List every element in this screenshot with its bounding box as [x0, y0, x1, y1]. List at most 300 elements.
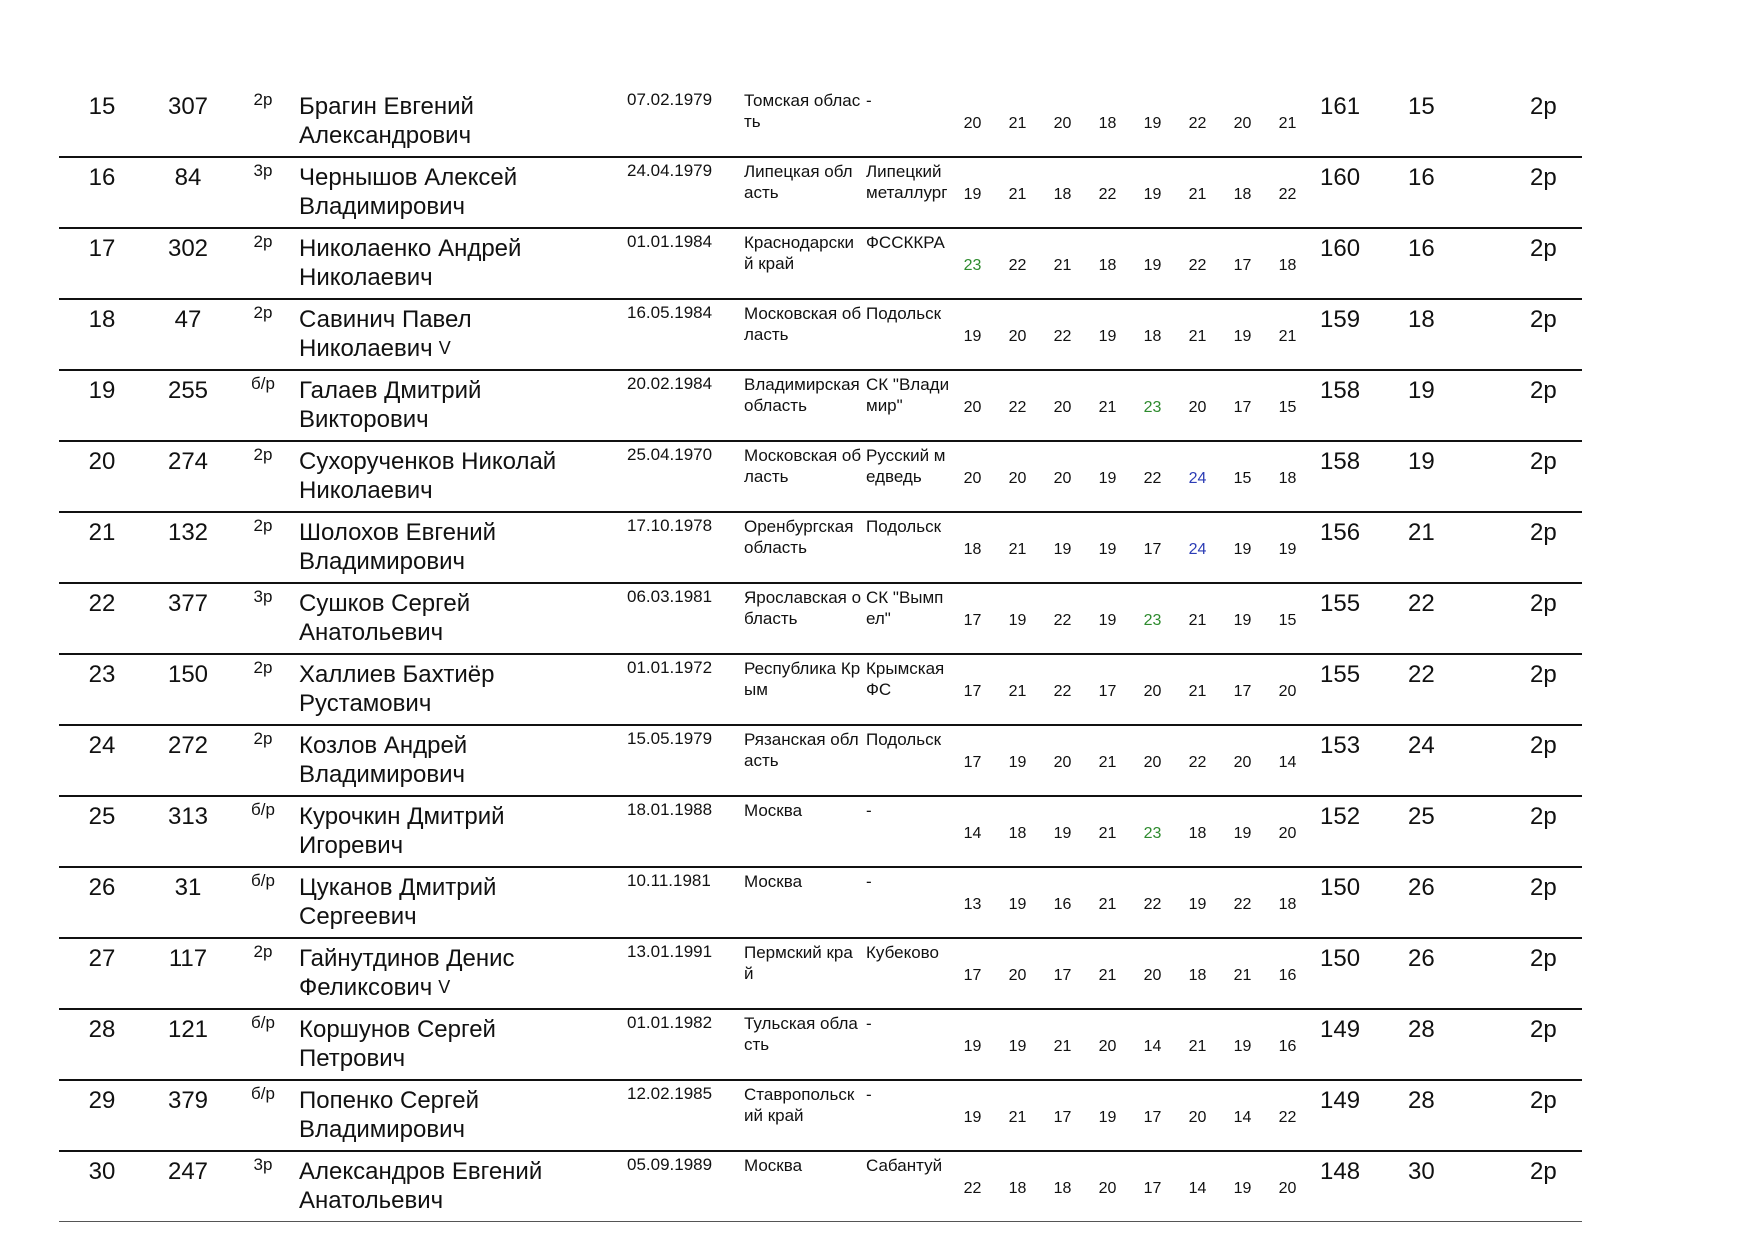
rank-cell: 2р	[231, 299, 295, 370]
athlete-patronymic-line	[299, 760, 623, 789]
athlete-patronymic-line	[299, 547, 623, 576]
bib-number-cell: 121	[145, 1009, 231, 1080]
score-cell: 17	[1085, 654, 1130, 725]
athlete-patronymic: Николаевич	[299, 264, 433, 291]
birth-date-cell: 25.04.1970	[623, 441, 740, 512]
score-cell: 19	[1220, 299, 1265, 370]
table-row	[59, 1009, 1582, 1080]
score-cell: 20	[995, 441, 1040, 512]
score-cell: 19	[1220, 512, 1265, 583]
score-cell: 22	[1175, 228, 1220, 299]
athlete-patronymic: Сергеевич	[299, 903, 417, 930]
club-cell: -	[862, 867, 950, 938]
score-cell: 21	[1175, 583, 1220, 654]
athlete-name-cell	[295, 583, 623, 654]
score-cell: 17	[1130, 1151, 1175, 1222]
score-cell: 15	[1220, 441, 1265, 512]
score-cell: 20	[1130, 938, 1175, 1009]
table-row	[59, 1151, 1582, 1222]
rank-cell: 3р	[231, 583, 295, 654]
score-cell: 17	[1040, 1080, 1085, 1151]
birth-date-cell: 01.01.1984	[623, 228, 740, 299]
score-cell: 21	[1040, 228, 1085, 299]
score-cell: 18	[1040, 1151, 1085, 1222]
bib-number-cell: 307	[145, 87, 231, 157]
score-cell: 20	[1085, 1009, 1130, 1080]
score-cell: 19	[1130, 228, 1175, 299]
score-cell: 17	[1220, 228, 1265, 299]
score-cell: 19	[950, 1009, 995, 1080]
assigned-rank-cell: 2р	[1474, 228, 1582, 299]
score-cell: 20	[995, 938, 1040, 1009]
athlete-name-cell	[295, 228, 623, 299]
bib-number-cell: 117	[145, 938, 231, 1009]
score-cell: 22	[1085, 157, 1130, 228]
score-cell: 23	[950, 228, 995, 299]
final-place-cell: 26	[1384, 938, 1474, 1009]
final-place-cell: 22	[1384, 583, 1474, 654]
athlete-patronymic-line	[299, 192, 623, 221]
place-cell: 27	[59, 938, 145, 1009]
score-cell: 19	[1265, 512, 1310, 583]
club-cell: Крымская ФС	[862, 654, 950, 725]
score-cell: 23	[1130, 796, 1175, 867]
place-cell: 30	[59, 1151, 145, 1222]
score-cell: 20	[995, 299, 1040, 370]
place-cell: 19	[59, 370, 145, 441]
athlete-surname-line: Цуканов Дмитрий	[299, 874, 497, 901]
score-cell: 22	[1175, 725, 1220, 796]
final-place-cell: 28	[1384, 1009, 1474, 1080]
assigned-rank-cell: 2р	[1474, 796, 1582, 867]
birth-date-cell: 10.11.1981	[623, 867, 740, 938]
place-cell: 17	[59, 228, 145, 299]
score-cell: 19	[1220, 1009, 1265, 1080]
region-cell: Республика Крым	[740, 654, 862, 725]
rank-cell: 2р	[231, 87, 295, 157]
athlete-name-cell	[295, 370, 623, 441]
athlete-surname-line: Курочкин Дмитрий	[299, 803, 505, 830]
athlete-patronymic-line	[299, 476, 623, 505]
score-cell: 19	[950, 1080, 995, 1151]
score-cell: 22	[1040, 583, 1085, 654]
score-cell: 17	[1220, 370, 1265, 441]
table-row	[59, 441, 1582, 512]
score-cell: 20	[1175, 370, 1220, 441]
final-place-cell: 19	[1384, 441, 1474, 512]
region-cell: Москва	[740, 867, 862, 938]
score-cell: 20	[1085, 1151, 1130, 1222]
score-cell: 18	[995, 796, 1040, 867]
assigned-rank-cell: 2р	[1474, 654, 1582, 725]
score-cell: 18	[1265, 228, 1310, 299]
score-cell: 20	[1265, 796, 1310, 867]
table-row	[59, 938, 1582, 1009]
score-cell: 21	[1265, 87, 1310, 157]
table-row	[59, 228, 1582, 299]
birth-date-cell: 13.01.1991	[623, 938, 740, 1009]
athlete-surname-line: Халлиев Бахтиёр	[299, 661, 495, 688]
club-cell: ФССККРА	[862, 228, 950, 299]
club-cell: Липецкий металлург	[862, 157, 950, 228]
rank-cell: 3р	[231, 157, 295, 228]
rank-cell: 2р	[231, 654, 295, 725]
score-cell: 20	[1040, 441, 1085, 512]
score-cell: 19	[995, 725, 1040, 796]
score-cell: 19	[950, 299, 995, 370]
score-cell: 21	[995, 654, 1040, 725]
score-cell: 21	[1175, 157, 1220, 228]
bib-number-cell: 247	[145, 1151, 231, 1222]
score-cell: 19	[995, 583, 1040, 654]
athlete-patronymic: Александрович	[299, 122, 472, 149]
score-cell: 21	[1085, 867, 1130, 938]
rank-cell: б/р	[231, 1009, 295, 1080]
place-cell: 24	[59, 725, 145, 796]
table-row	[59, 725, 1582, 796]
athlete-name-cell	[295, 796, 623, 867]
table-row	[59, 796, 1582, 867]
place-cell: 15	[59, 87, 145, 157]
score-cell: 14	[1175, 1151, 1220, 1222]
score-cell: 19	[950, 157, 995, 228]
score-cell: 19	[1040, 512, 1085, 583]
region-cell: Московская область	[740, 299, 862, 370]
bib-number-cell: 274	[145, 441, 231, 512]
athlete-patronymic: Анатольевич	[299, 1187, 444, 1214]
score-cell: 22	[1265, 1080, 1310, 1151]
score-cell: 18	[1085, 87, 1130, 157]
score-cell: 16	[1265, 938, 1310, 1009]
score-cell: 19	[1220, 1151, 1265, 1222]
birth-date-cell: 17.10.1978	[623, 512, 740, 583]
bib-number-cell: 379	[145, 1080, 231, 1151]
table-row	[59, 370, 1582, 441]
score-cell: 20	[1130, 654, 1175, 725]
athlete-name-cell	[295, 157, 623, 228]
athlete-surname-line: Сухорученков Николай	[299, 448, 557, 475]
bib-number-cell: 272	[145, 725, 231, 796]
score-cell: 16	[1265, 1009, 1310, 1080]
region-cell: Рязанская область	[740, 725, 862, 796]
score-cell: 21	[995, 157, 1040, 228]
score-cell: 21	[1265, 299, 1310, 370]
rank-cell: 2р	[231, 441, 295, 512]
final-place-cell: 26	[1384, 867, 1474, 938]
athlete-patronymic: Владимирович	[299, 761, 466, 788]
total-cell: 155	[1310, 654, 1384, 725]
table-row	[59, 654, 1582, 725]
club-cell: -	[862, 1080, 950, 1151]
club-cell: -	[862, 796, 950, 867]
total-cell: 159	[1310, 299, 1384, 370]
final-place-cell: 16	[1384, 228, 1474, 299]
results-rows	[59, 87, 1582, 1222]
score-cell: 14	[1130, 1009, 1175, 1080]
club-cell: СК "Вымпел"	[862, 583, 950, 654]
score-cell: 18	[1040, 157, 1085, 228]
score-cell: 18	[1220, 157, 1265, 228]
birth-date-cell: 15.05.1979	[623, 725, 740, 796]
athlete-patronymic: Николаевич	[299, 335, 433, 362]
birth-date-cell: 20.02.1984	[623, 370, 740, 441]
table-row	[59, 1080, 1582, 1151]
score-cell: 18	[1085, 228, 1130, 299]
score-cell: 18	[1130, 299, 1175, 370]
score-cell: 22	[950, 1151, 995, 1222]
athlete-surname-line: Николаенко Андрей	[299, 235, 522, 262]
athlete-patronymic: Анатольевич	[299, 619, 444, 646]
score-cell: 22	[1130, 441, 1175, 512]
club-cell: Русский медведь	[862, 441, 950, 512]
club-cell: Подольск	[862, 725, 950, 796]
total-cell: 149	[1310, 1009, 1384, 1080]
athlete-patronymic: Рустамович	[299, 690, 432, 717]
score-cell: 19	[995, 867, 1040, 938]
score-cell: 23	[1130, 583, 1175, 654]
final-place-cell: 28	[1384, 1080, 1474, 1151]
club-cell: Сабантуй	[862, 1151, 950, 1222]
score-cell: 20	[950, 441, 995, 512]
bib-number-cell: 132	[145, 512, 231, 583]
place-cell: 16	[59, 157, 145, 228]
assigned-rank-cell: 2р	[1474, 370, 1582, 441]
assigned-rank-cell: 2р	[1474, 1009, 1582, 1080]
score-cell: 20	[1130, 725, 1175, 796]
athlete-surname-line: Брагин Евгений	[299, 93, 474, 120]
total-cell: 153	[1310, 725, 1384, 796]
table-row	[59, 583, 1582, 654]
bib-number-cell: 47	[145, 299, 231, 370]
score-cell: 19	[1220, 583, 1265, 654]
total-cell: 148	[1310, 1151, 1384, 1222]
score-cell: 18	[1175, 796, 1220, 867]
region-cell: Краснодарский край	[740, 228, 862, 299]
score-cell: 19	[1175, 867, 1220, 938]
athlete-name-cell	[295, 441, 623, 512]
score-cell: 20	[1265, 654, 1310, 725]
athlete-patronymic-line	[299, 902, 623, 931]
total-cell: 155	[1310, 583, 1384, 654]
score-cell: 24	[1175, 512, 1220, 583]
athlete-patronymic-line	[299, 1186, 623, 1215]
region-cell: Москва	[740, 1151, 862, 1222]
score-cell: 22	[1265, 157, 1310, 228]
athlete-name-cell	[295, 867, 623, 938]
total-cell: 150	[1310, 867, 1384, 938]
score-cell: 19	[995, 1009, 1040, 1080]
score-cell: 14	[950, 796, 995, 867]
athlete-name-cell	[295, 1009, 623, 1080]
score-cell: 18	[950, 512, 995, 583]
score-cell: 21	[1085, 370, 1130, 441]
athlete-patronymic: Николаевич	[299, 477, 433, 504]
total-cell: 156	[1310, 512, 1384, 583]
bib-number-cell: 377	[145, 583, 231, 654]
athlete-name-cell	[295, 654, 623, 725]
athlete-surname-line: Гайнутдинов Денис	[299, 945, 515, 972]
athlete-surname-line: Шолохов Евгений	[299, 519, 497, 546]
athlete-patronymic: Викторович	[299, 406, 429, 433]
athlete-surname-line: Попенко Сергей	[299, 1087, 479, 1114]
athlete-name-cell	[295, 725, 623, 796]
rank-cell: 2р	[231, 228, 295, 299]
total-cell: 160	[1310, 228, 1384, 299]
assigned-rank-cell: 2р	[1474, 938, 1582, 1009]
score-cell: 17	[1130, 512, 1175, 583]
table-row	[59, 512, 1582, 583]
rank-cell: б/р	[231, 1080, 295, 1151]
athlete-surname-line: Козлов Андрей	[299, 732, 468, 759]
rank-cell: 2р	[231, 725, 295, 796]
score-cell: 17	[950, 938, 995, 1009]
table-row	[59, 87, 1582, 157]
rank-cell: б/р	[231, 796, 295, 867]
birth-date-cell: 05.09.1989	[623, 1151, 740, 1222]
score-cell: 22	[995, 228, 1040, 299]
athlete-patronymic-line	[299, 334, 623, 363]
score-cell: 21	[1175, 299, 1220, 370]
athlete-surname-line: Александров Евгений	[299, 1158, 543, 1185]
assigned-rank-cell: 2р	[1474, 299, 1582, 370]
score-cell: 21	[1220, 938, 1265, 1009]
region-cell: Ярославская область	[740, 583, 862, 654]
bib-number-cell: 31	[145, 867, 231, 938]
athlete-patronymic: Владимирович	[299, 548, 466, 575]
score-cell: 21	[995, 87, 1040, 157]
score-cell: 20	[1220, 725, 1265, 796]
athlete-patronymic-line	[299, 263, 623, 292]
athlete-patronymic: Игоревич	[299, 832, 404, 859]
assigned-rank-cell: 2р	[1474, 441, 1582, 512]
final-place-cell: 25	[1384, 796, 1474, 867]
final-place-cell: 21	[1384, 512, 1474, 583]
total-cell: 160	[1310, 157, 1384, 228]
region-cell: Владимирская область	[740, 370, 862, 441]
total-cell: 150	[1310, 938, 1384, 1009]
place-cell: 28	[59, 1009, 145, 1080]
athlete-patronymic-line	[299, 1115, 623, 1144]
score-cell: 22	[1175, 87, 1220, 157]
check-mark: V	[438, 338, 451, 358]
club-cell: Подольск	[862, 512, 950, 583]
assigned-rank-cell: 2р	[1474, 867, 1582, 938]
score-cell: 18	[1265, 867, 1310, 938]
region-cell: Москва	[740, 796, 862, 867]
score-cell: 21	[1175, 1009, 1220, 1080]
place-cell: 29	[59, 1080, 145, 1151]
final-place-cell: 22	[1384, 654, 1474, 725]
rank-cell: 3р	[231, 1151, 295, 1222]
region-cell: Оренбургская область	[740, 512, 862, 583]
club-cell: Подольск	[862, 299, 950, 370]
athlete-patronymic: Владимирович	[299, 193, 466, 220]
place-cell: 20	[59, 441, 145, 512]
total-cell: 149	[1310, 1080, 1384, 1151]
birth-date-cell: 06.03.1981	[623, 583, 740, 654]
score-cell: 21	[1085, 796, 1130, 867]
score-cell: 20	[1220, 87, 1265, 157]
total-cell: 158	[1310, 370, 1384, 441]
score-cell: 22	[1220, 867, 1265, 938]
score-cell: 14	[1265, 725, 1310, 796]
table-row	[59, 299, 1582, 370]
score-cell: 17	[1220, 654, 1265, 725]
score-cell: 18	[1175, 938, 1220, 1009]
score-cell: 20	[1265, 1151, 1310, 1222]
athlete-name-cell	[295, 938, 623, 1009]
score-cell: 20	[950, 370, 995, 441]
bib-number-cell: 150	[145, 654, 231, 725]
birth-date-cell: 16.05.1984	[623, 299, 740, 370]
table-row	[59, 867, 1582, 938]
final-place-cell: 19	[1384, 370, 1474, 441]
final-place-cell: 30	[1384, 1151, 1474, 1222]
athlete-surname-line: Савинич Павел	[299, 306, 472, 333]
score-cell: 20	[950, 87, 995, 157]
score-cell: 18	[995, 1151, 1040, 1222]
score-cell: 22	[1040, 654, 1085, 725]
total-cell: 158	[1310, 441, 1384, 512]
club-cell: -	[862, 1009, 950, 1080]
score-cell: 18	[1265, 441, 1310, 512]
assigned-rank-cell: 2р	[1474, 1151, 1582, 1222]
athlete-surname-line: Коршунов Сергей	[299, 1016, 496, 1043]
athlete-patronymic-line	[299, 1044, 623, 1073]
score-cell: 16	[1040, 867, 1085, 938]
bib-number-cell: 313	[145, 796, 231, 867]
assigned-rank-cell: 2р	[1474, 87, 1582, 157]
athlete-name-cell	[295, 512, 623, 583]
athlete-name-cell	[295, 87, 623, 157]
birth-date-cell: 01.01.1982	[623, 1009, 740, 1080]
total-cell: 161	[1310, 87, 1384, 157]
region-cell: Липецкая область	[740, 157, 862, 228]
score-cell: 24	[1175, 441, 1220, 512]
score-cell: 20	[1040, 370, 1085, 441]
score-cell: 21	[1085, 725, 1130, 796]
score-cell: 19	[1085, 583, 1130, 654]
final-place-cell: 18	[1384, 299, 1474, 370]
score-cell: 21	[1040, 1009, 1085, 1080]
score-cell: 20	[1175, 1080, 1220, 1151]
athlete-patronymic-line	[299, 973, 623, 1002]
place-cell: 25	[59, 796, 145, 867]
athlete-patronymic-line	[299, 618, 623, 647]
score-cell: 23	[1130, 370, 1175, 441]
score-cell: 19	[1085, 1080, 1130, 1151]
final-place-cell: 24	[1384, 725, 1474, 796]
score-cell: 21	[995, 512, 1040, 583]
region-cell: Пермский край	[740, 938, 862, 1009]
assigned-rank-cell: 2р	[1474, 583, 1582, 654]
club-cell: Кубеково	[862, 938, 950, 1009]
rank-cell: б/р	[231, 370, 295, 441]
score-cell: 21	[995, 1080, 1040, 1151]
score-cell: 17	[950, 583, 995, 654]
score-cell: 15	[1265, 370, 1310, 441]
birth-date-cell: 01.01.1972	[623, 654, 740, 725]
athlete-patronymic: Владимирович	[299, 1116, 466, 1143]
bib-number-cell: 84	[145, 157, 231, 228]
score-cell: 17	[1040, 938, 1085, 1009]
final-place-cell: 15	[1384, 87, 1474, 157]
club-cell: СК "Владимир"	[862, 370, 950, 441]
athlete-name-cell	[295, 1080, 623, 1151]
birth-date-cell: 18.01.1988	[623, 796, 740, 867]
athlete-patronymic: Феликсович	[299, 974, 433, 1001]
place-cell: 26	[59, 867, 145, 938]
